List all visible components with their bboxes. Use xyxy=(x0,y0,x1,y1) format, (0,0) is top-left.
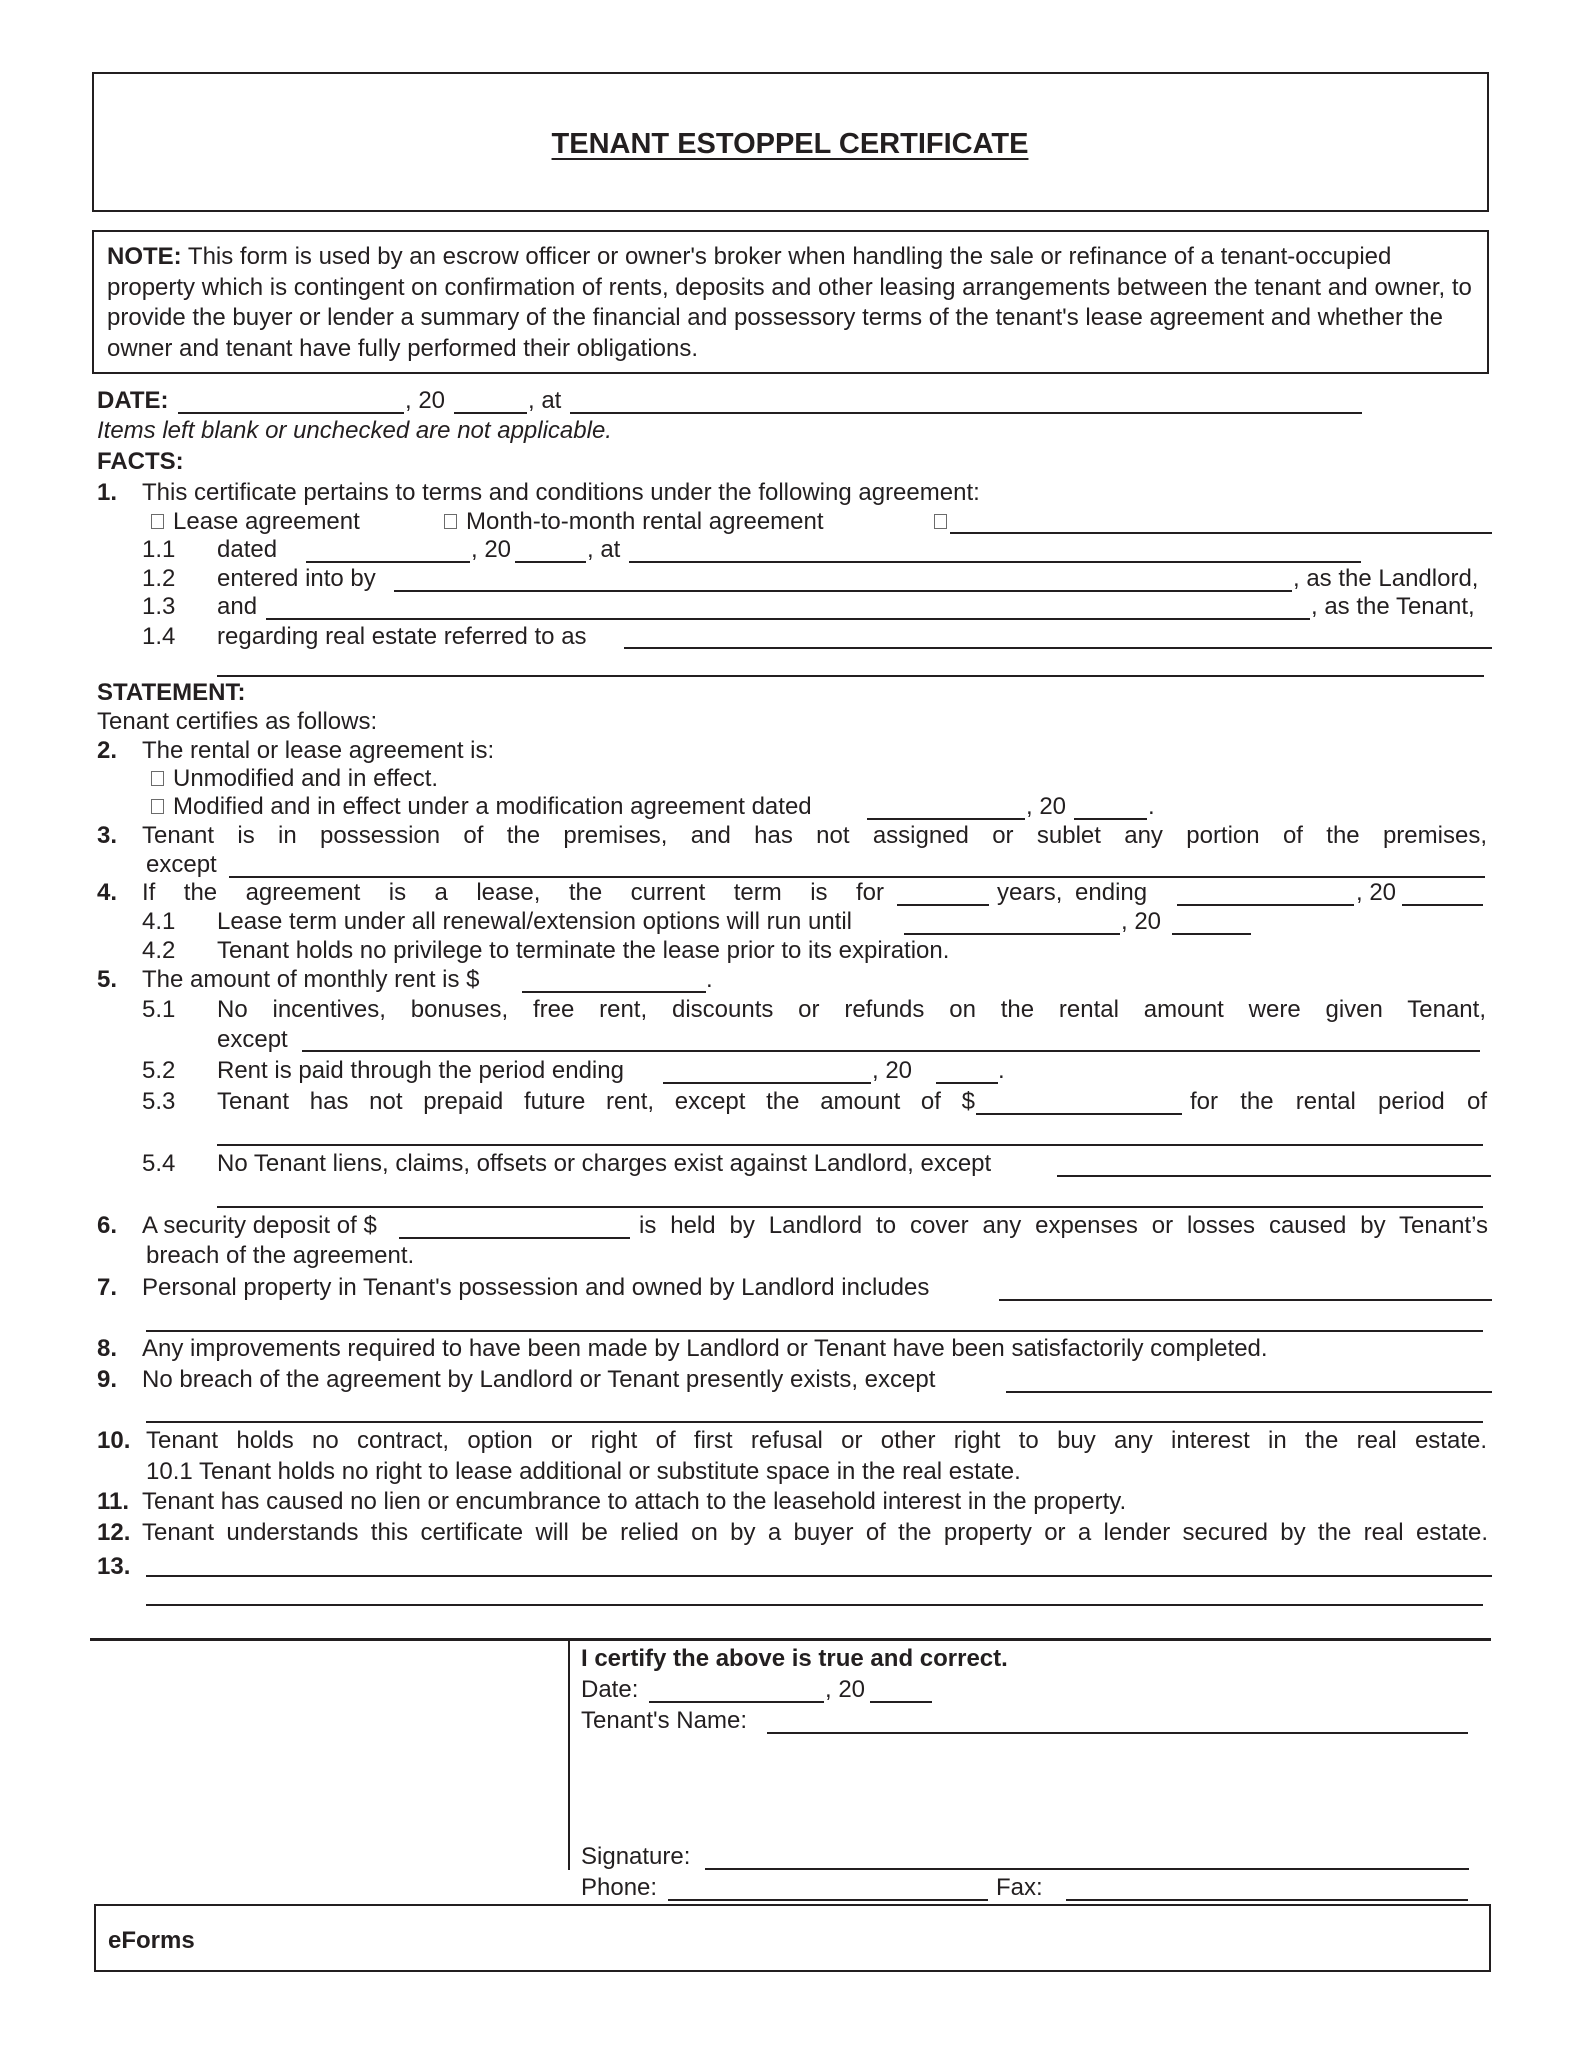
item-13-field-2[interactable] xyxy=(146,1604,1483,1606)
item-13-field-1[interactable] xyxy=(146,1575,1492,1577)
sub-5-4-number: 5.4 xyxy=(142,1150,176,1177)
statement-heading: STATEMENT: xyxy=(97,679,246,706)
item-2-number: 2. xyxy=(97,737,118,764)
item-13-number: 13. xyxy=(97,1553,131,1580)
rent-paid-year-field[interactable] xyxy=(936,1082,998,1084)
date-year-field[interactable] xyxy=(454,412,527,414)
sub-4-1-number: 4.1 xyxy=(142,908,176,935)
item-6-number: 6. xyxy=(97,1212,118,1239)
certify-date-label: Date: xyxy=(581,1676,639,1703)
item-3-text: Tenant is in possession of the premises, and has not assigned or sublet any portion of the premises, xyxy=(142,822,1487,849)
item-7-number: 7. xyxy=(97,1274,118,1301)
date-label: DATE: xyxy=(97,387,169,414)
footer-box xyxy=(94,1904,1491,1972)
security-deposit-field[interactable] xyxy=(399,1237,630,1239)
fax-label: Fax: xyxy=(996,1874,1043,1901)
monthly-rent-period: . xyxy=(706,966,713,993)
item-4-number: 4. xyxy=(97,879,118,906)
unmodified-label: Unmodified and in effect. xyxy=(173,765,439,792)
term-year-label: , 20 xyxy=(1356,879,1397,906)
rent-paid-year-label: , 20 xyxy=(872,1057,913,1084)
item-11-text: Tenant has caused no lien or encumbrance to attach to the leasehold interest in the property. xyxy=(142,1488,1127,1515)
note-body: This form is used by an escrow officer or owner's broker when handling the sale or refinance of a tenant-occupied property which is contingent on confirmation of rents, deposits and other leasing arrangements between the tenant and owner, to provide the buyer or lender a summary of the financial and possessory terms of the tenant's lease agreement and whether the owner and tenant have fully performed their obligations. xyxy=(107,243,1472,362)
breach-exception-field-2[interactable] xyxy=(146,1421,1483,1423)
item-6-tail: is held by Landlord to cover any expenses or losses caused by Tenant’s xyxy=(639,1212,1488,1239)
modification-year-label: , 20 xyxy=(1026,793,1067,820)
modified-checkbox[interactable] xyxy=(151,799,164,814)
note-text xyxy=(107,242,1485,364)
liens-exception-field-2[interactable] xyxy=(217,1206,1483,1208)
modification-period: . xyxy=(1148,793,1155,820)
sub-1-1-label: dated xyxy=(217,536,278,563)
date-field[interactable] xyxy=(178,412,404,414)
date-year-label: , 20 xyxy=(405,387,446,414)
item-1-number: 1. xyxy=(97,479,118,506)
certify-heading: I certify the above is true and correct. xyxy=(581,1645,1008,1672)
modification-date-field[interactable] xyxy=(867,818,1025,820)
note-label: NOTE: xyxy=(107,243,182,270)
sub-5-2-number: 5.2 xyxy=(142,1057,176,1084)
month-to-month-checkbox[interactable] xyxy=(444,514,457,529)
item-9-number: 9. xyxy=(97,1366,118,1393)
certify-year-label: , 20 xyxy=(825,1676,866,1703)
term-year-field[interactable] xyxy=(1402,904,1483,906)
item-5-text: The amount of monthly rent is $ xyxy=(142,966,480,993)
sub-1-2-number: 1.2 xyxy=(142,565,176,592)
sub-1-2-label: entered into by xyxy=(217,565,376,592)
lease-agreement-checkbox[interactable] xyxy=(151,514,164,529)
item-1-text: This certificate pertains to terms and conditions under the following agreement: xyxy=(142,479,980,506)
phone-label: Phone: xyxy=(581,1874,658,1901)
item-3-number: 3. xyxy=(97,822,118,849)
unmodified-checkbox[interactable] xyxy=(151,771,164,786)
term-years-label: years, ending xyxy=(997,879,1148,906)
personal-property-field-1[interactable] xyxy=(999,1299,1492,1301)
date-at-label: , at xyxy=(528,387,562,414)
rent-paid-period: . xyxy=(998,1057,1005,1084)
item-9-text: No breach of the agreement by Landlord or Tenant presently exists, except xyxy=(142,1366,936,1393)
item-2-text: The rental or lease agreement is: xyxy=(142,737,495,764)
phone-field[interactable] xyxy=(668,1899,988,1901)
sub-1-1-year-label: , 20 xyxy=(471,536,512,563)
statement-intro: Tenant certifies as follows: xyxy=(97,708,378,735)
footer-brand: eForms xyxy=(108,1927,195,1954)
liens-exception-field-1[interactable] xyxy=(1057,1175,1491,1177)
item-10-1-text: 10.1 Tenant holds no right to lease additional or substitute space in the real estate. xyxy=(146,1458,1021,1485)
item-8-text: Any improvements required to have been made by Landlord or Tenant have been satisfactorily completed. xyxy=(142,1335,1268,1362)
sub-4-2-number: 4.2 xyxy=(142,937,176,964)
item-6-text: A security deposit of $ xyxy=(142,1212,377,1239)
certify-tenant-name-field[interactable] xyxy=(767,1732,1468,1734)
blank-note: Items left blank or unchecked are not applicable. xyxy=(97,417,612,444)
item-5-number: 5. xyxy=(97,966,118,993)
prepaid-amount-field[interactable] xyxy=(976,1113,1182,1115)
sub-1-1-at-label: , at xyxy=(587,536,621,563)
item-6-line2: breach of the agreement. xyxy=(146,1242,415,1269)
fax-field[interactable] xyxy=(1066,1899,1468,1901)
item-4-text: If the agreement is a lease, the current term is for xyxy=(142,879,884,906)
modified-label: Modified and in effect under a modification agreement dated xyxy=(173,793,812,820)
item-8-number: 8. xyxy=(97,1335,118,1362)
breach-exception-field-1[interactable] xyxy=(1006,1391,1492,1393)
sub-1-3-number: 1.3 xyxy=(142,593,176,620)
agreement-date-field[interactable] xyxy=(306,561,470,563)
incentives-exception-field[interactable] xyxy=(302,1050,1480,1052)
sub-1-3-label: and xyxy=(217,593,258,620)
sub-1-1-number: 1.1 xyxy=(142,536,176,563)
sub-4-2-text: Tenant holds no privilege to terminate the lease prior to its expiration. xyxy=(217,937,950,964)
landlord-suffix: , as the Landlord, xyxy=(1293,565,1479,592)
renewal-end-field[interactable] xyxy=(904,933,1120,935)
sub-5-1-except: except xyxy=(217,1026,288,1053)
tenant-name-label: Tenant's Name: xyxy=(581,1707,747,1734)
item-7-text: Personal property in Tenant's possession and owned by Landlord includes xyxy=(142,1274,930,1301)
rent-paid-through-field[interactable] xyxy=(663,1082,871,1084)
term-years-field[interactable] xyxy=(897,904,989,906)
sub-5-3-text: Tenant has not prepaid future rent, except the amount of $ xyxy=(217,1088,975,1115)
landlord-name-field[interactable] xyxy=(394,590,1292,592)
agreement-year-field[interactable] xyxy=(515,561,586,563)
tenant-name-field[interactable] xyxy=(266,618,1310,620)
item-12-number: 12. xyxy=(97,1519,131,1546)
sub-5-2-text: Rent is paid through the period ending xyxy=(217,1057,624,1084)
date-location-field[interactable] xyxy=(570,412,1362,414)
agreement-location-field[interactable] xyxy=(629,561,1361,563)
real-estate-field-1[interactable] xyxy=(624,647,1492,649)
renewal-year-field[interactable] xyxy=(1172,933,1251,935)
facts-heading: FACTS: xyxy=(97,448,184,475)
certify-date-field[interactable] xyxy=(649,1701,824,1703)
signature-label: Signature: xyxy=(581,1843,691,1870)
sublet-exception-field[interactable] xyxy=(229,876,1485,878)
item-10-text: Tenant holds no contract, option or right of first refusal or other right to buy any interest in the real estate. xyxy=(146,1427,1487,1454)
sub-4-1-text: Lease term under all renewal/extension options will run until xyxy=(217,908,853,935)
sub-5-4-text: No Tenant liens, claims, offsets or charges exist against Landlord, except xyxy=(217,1150,992,1177)
lease-agreement-label: Lease agreement xyxy=(173,508,360,535)
sub-5-1-text: No incentives, bonuses, free rent, discounts or refunds on the rental amount were given Tenant, xyxy=(217,996,1486,1023)
tenant-suffix: , as the Tenant, xyxy=(1311,593,1475,620)
item-11-number: 11. xyxy=(97,1488,130,1515)
personal-property-field-2[interactable] xyxy=(146,1330,1483,1332)
sub-5-1-number: 5.1 xyxy=(142,996,176,1023)
page-title: TENANT ESTOPPEL CERTIFICATE xyxy=(551,128,1029,160)
real-estate-field-2[interactable] xyxy=(217,675,1484,677)
sub-5-3-tail: for the rental period of xyxy=(1190,1088,1487,1115)
other-agreement-checkbox[interactable] xyxy=(934,514,947,529)
item-3-except: except xyxy=(146,851,217,878)
item-10-number: 10. xyxy=(97,1427,131,1454)
certify-vertical-rule xyxy=(568,1638,570,1870)
certify-divider xyxy=(90,1638,1491,1641)
modification-year-field[interactable] xyxy=(1074,818,1147,820)
certify-year-field[interactable] xyxy=(870,1701,932,1703)
item-12-text: Tenant understands this certificate will be relied on by a buyer of the property or a lender secured by the real estate. xyxy=(142,1519,1488,1546)
prepaid-period-field[interactable] xyxy=(217,1144,1483,1146)
sub-1-4-number: 1.4 xyxy=(142,623,176,650)
renewal-year-label: , 20 xyxy=(1121,908,1162,935)
other-agreement-field[interactable] xyxy=(950,532,1492,534)
month-to-month-label: Month-to-month rental agreement xyxy=(466,508,824,535)
monthly-rent-field[interactable] xyxy=(522,991,706,993)
term-ending-field[interactable] xyxy=(1177,904,1354,906)
sub-1-4-label: regarding real estate referred to as xyxy=(217,623,587,650)
sub-5-3-number: 5.3 xyxy=(142,1088,176,1115)
signature-field[interactable] xyxy=(705,1868,1469,1870)
